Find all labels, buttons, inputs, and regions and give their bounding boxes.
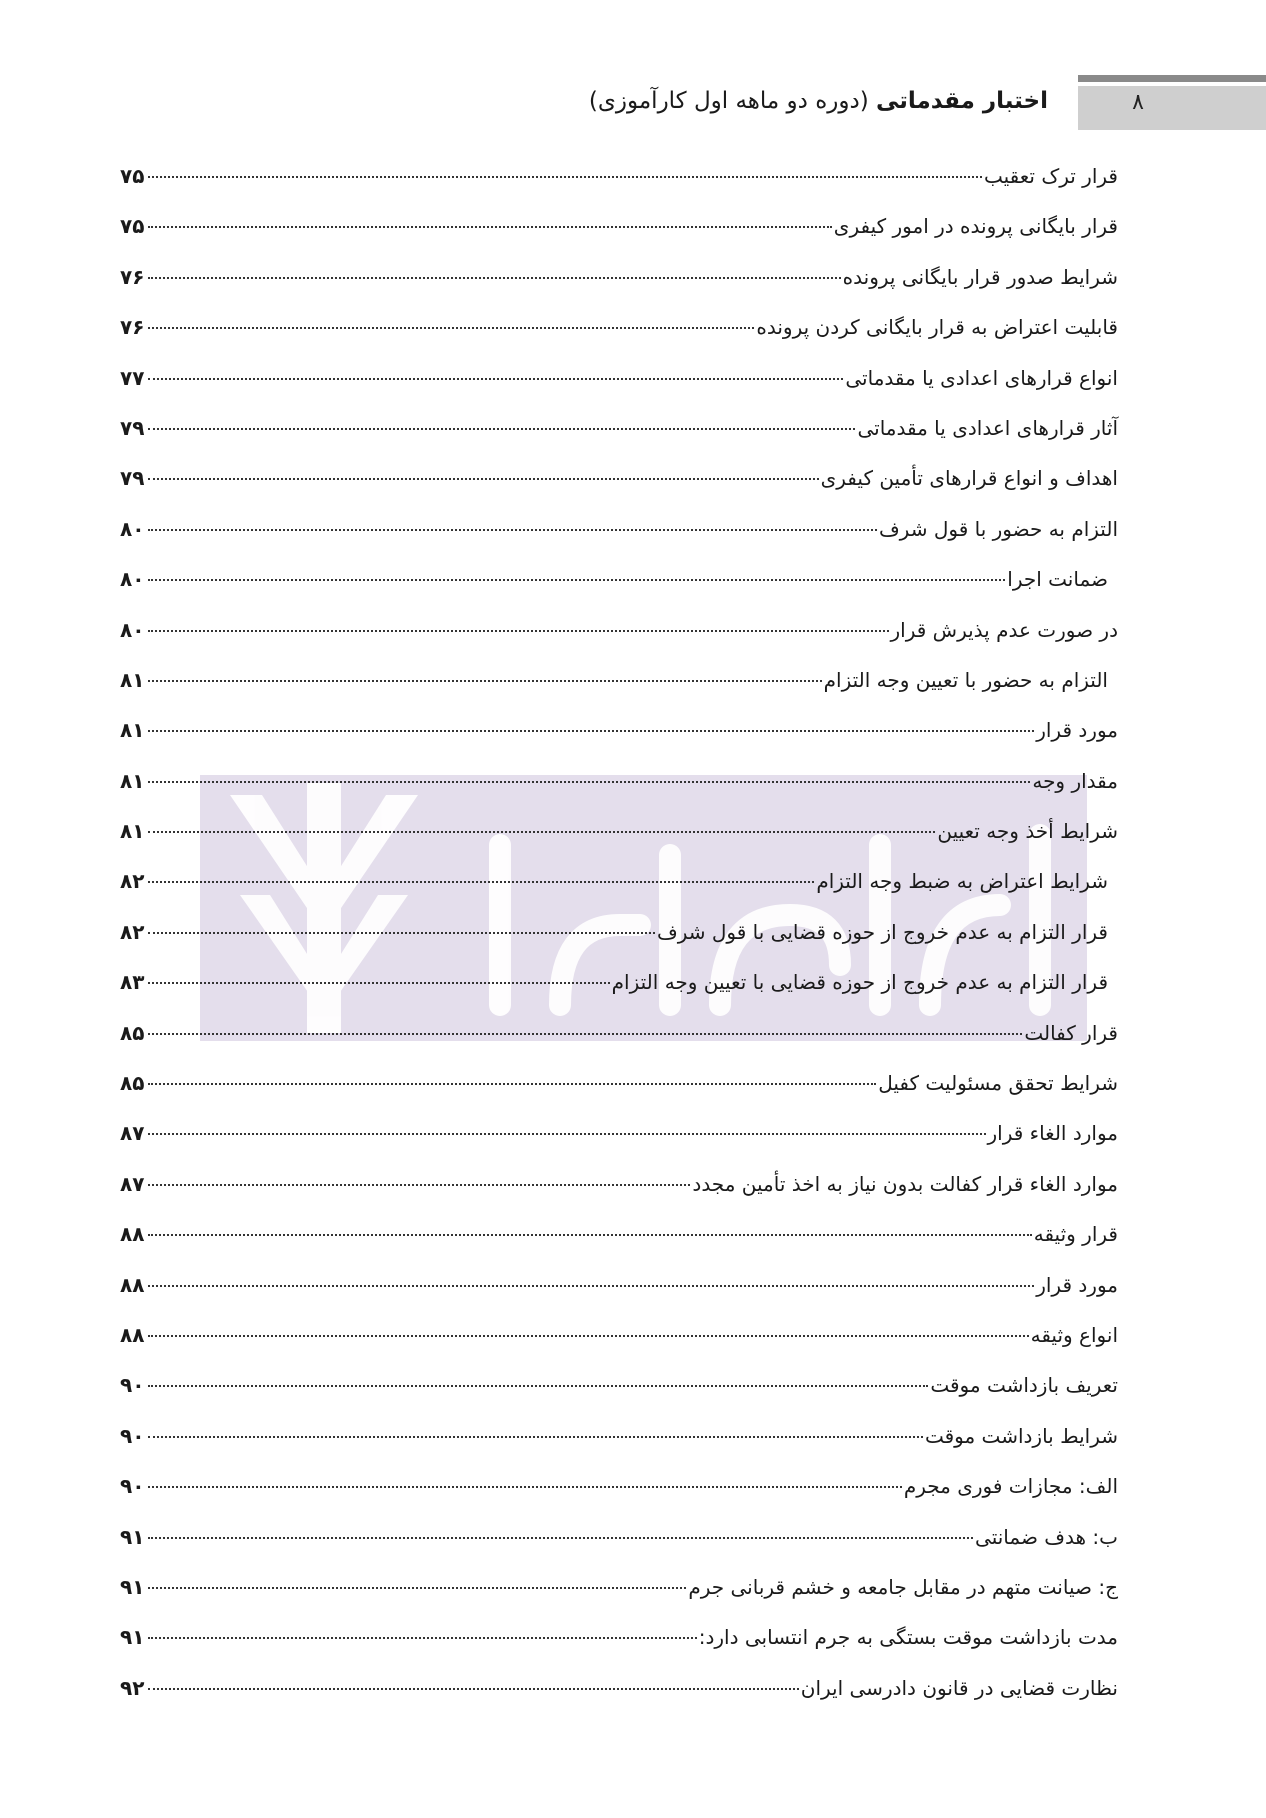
toc-entry — [120, 1367, 1118, 1417]
toc-entry-page: ۹۱ — [120, 1625, 145, 1650]
toc-dot-leader — [148, 1385, 928, 1387]
toc-entry — [120, 360, 1118, 410]
toc-entry — [120, 813, 1118, 863]
toc-entry — [120, 763, 1118, 813]
toc-dot-leader — [148, 176, 982, 178]
header-rule — [1078, 75, 1266, 82]
toc-dot-leader — [148, 1537, 973, 1539]
toc-entry — [120, 612, 1118, 662]
toc-dot-leader — [148, 1436, 923, 1438]
toc-entry — [120, 1267, 1118, 1317]
toc-entry — [120, 1015, 1118, 1065]
toc-entry — [120, 662, 1118, 712]
table-of-contents — [120, 158, 1118, 1720]
toc-dot-leader — [148, 1083, 876, 1085]
toc-entry-page: ۸۸ — [120, 1222, 145, 1247]
toc-entry-page: ۷۹ — [120, 466, 145, 491]
toc-dot-leader — [148, 428, 855, 430]
toc-entry-title: قرار ترک تعقیب — [983, 164, 1118, 188]
toc-entry — [120, 1519, 1118, 1569]
toc-dot-leader — [148, 226, 832, 228]
toc-entry-title: نظارت قضایی در قانون دادرسی ایران — [800, 1675, 1118, 1700]
toc-entry-title: انواع قرارهای اعدادی یا مقدماتی — [845, 365, 1118, 390]
toc-entry — [120, 712, 1118, 762]
toc-entry — [120, 1670, 1118, 1720]
toc-entry-page: ۸۱ — [120, 667, 145, 692]
book-title-sub: (دوره دو ماهه اول کارآموزی) — [588, 88, 869, 114]
toc-entry-page: ۹۰ — [120, 1423, 145, 1448]
toc-entry-title: التزام به حضور با تعیین وجه التزام — [823, 667, 1108, 692]
toc-entry-page: ۸۱ — [120, 768, 145, 793]
toc-entry-page: ۸۸ — [120, 1322, 145, 1347]
toc-entry-title: قرار کفالت — [1024, 1020, 1118, 1045]
toc-entry — [120, 208, 1118, 258]
toc-entry-title: تعریف بازداشت موقت — [930, 1373, 1118, 1398]
toc-dot-leader — [148, 1587, 686, 1589]
toc-entry-page: ۸۰ — [120, 617, 145, 642]
toc-dot-leader — [148, 881, 814, 883]
toc-entry — [120, 561, 1118, 611]
toc-entry — [120, 1216, 1118, 1266]
toc-entry-title: آثار قرارهای اعدادی یا مقدماتی — [857, 415, 1118, 440]
toc-dot-leader — [148, 1637, 697, 1639]
toc-dot-leader — [148, 327, 754, 329]
toc-entry — [120, 309, 1118, 359]
book-title — [589, 88, 1048, 114]
toc-dot-leader — [148, 982, 610, 984]
toc-dot-leader — [148, 831, 935, 833]
toc-entry — [120, 1115, 1118, 1165]
running-header — [0, 86, 1266, 130]
toc-entry-page: ۹۲ — [120, 1675, 145, 1700]
page-number: ۸ — [1132, 90, 1144, 115]
toc-entry-page: ۷۶ — [120, 315, 145, 340]
toc-dot-leader — [148, 529, 877, 531]
toc-dot-leader — [148, 1285, 1034, 1287]
toc-entry — [120, 158, 1118, 208]
toc-entry-title: انواع وثیقه — [1030, 1322, 1118, 1347]
toc-dot-leader — [148, 932, 655, 934]
toc-entry-title: التزام به حضور با قول شرف — [878, 516, 1118, 541]
toc-entry-page: ۸۷ — [120, 1121, 145, 1146]
toc-entry-title: ج: صیانت متهم در مقابل جامعه و خشم قربانی جرم — [688, 1574, 1118, 1599]
toc-dot-leader — [148, 781, 1030, 783]
toc-entry — [120, 1166, 1118, 1216]
toc-entry-title: موارد الغاء قرار — [987, 1121, 1118, 1146]
toc-entry-title: مورد قرار — [1036, 718, 1118, 743]
toc-dot-leader — [148, 1234, 1032, 1236]
toc-dot-leader — [148, 478, 819, 480]
toc-entry-page: ۷۵ — [120, 164, 145, 188]
toc-entry-page: ۸۰ — [120, 516, 145, 541]
toc-entry-title: شرایط صدور قرار بایگانی پرونده — [842, 264, 1118, 289]
toc-entry-page: ۸۲ — [120, 919, 145, 944]
page-number-box — [1078, 86, 1266, 130]
toc-entry-title: ب: هدف ضمانتی — [975, 1524, 1118, 1549]
toc-entry — [120, 410, 1118, 460]
toc-entry-title: شرایط بازداشت موقت — [924, 1423, 1118, 1448]
toc-dot-leader — [148, 1133, 986, 1135]
toc-entry — [120, 1569, 1118, 1619]
toc-entry — [120, 259, 1118, 309]
toc-dot-leader — [148, 378, 843, 380]
toc-entry-page: ۷۵ — [120, 214, 145, 239]
toc-entry-title: قرار بایگانی پرونده در امور کیفری — [833, 214, 1118, 239]
toc-entry-title: در صورت عدم پذیرش قرار — [890, 617, 1118, 642]
toc-entry — [120, 863, 1118, 913]
toc-entry-page: ۹۰ — [120, 1373, 145, 1398]
toc-dot-leader — [148, 1335, 1029, 1337]
toc-entry-page: ۸۵ — [120, 1020, 145, 1045]
toc-entry-page: ۸۰ — [120, 567, 145, 592]
toc-entry-title: شرایط أخذ وجه تعیین — [937, 819, 1118, 844]
toc-entry-title: مورد قرار — [1036, 1272, 1118, 1297]
toc-dot-leader — [148, 630, 889, 632]
toc-dot-leader — [148, 1486, 902, 1488]
toc-entry-page: ۹۱ — [120, 1574, 145, 1599]
toc-entry-title: شرایط تحقق مسئولیت کفیل — [878, 1071, 1118, 1096]
toc-entry-title: قرار التزام به عدم خروج از حوزه قضایی با تعیین وجه التزام — [611, 970, 1108, 995]
toc-entry-page: ۹۱ — [120, 1524, 145, 1549]
toc-entry-title: اهداف و انواع قرارهای تأمین کیفری — [820, 466, 1118, 491]
toc-entry-page: ۷۷ — [120, 365, 145, 390]
toc-dot-leader — [148, 680, 822, 682]
toc-entry-page: ۸۷ — [120, 1171, 145, 1196]
toc-entry — [120, 1619, 1118, 1669]
toc-entry-title: موارد الغاء قرار کفالت بدون نیاز به اخذ تأمین مجدد — [692, 1171, 1118, 1196]
toc-entry-title: الف: مجازات فوری مجرم — [903, 1474, 1118, 1499]
toc-entry — [120, 511, 1118, 561]
toc-entry-title: مقدار وجه — [1032, 768, 1118, 793]
toc-dot-leader — [148, 1184, 690, 1186]
toc-entry-page: ۸۱ — [120, 819, 145, 844]
toc-entry-page: ۸۱ — [120, 718, 145, 743]
toc-entry-page: ۸۲ — [120, 869, 145, 894]
toc-dot-leader — [148, 277, 841, 279]
toc-dot-leader — [148, 1033, 1022, 1035]
toc-dot-leader — [148, 1688, 799, 1690]
toc-entry-title: قرار وثیقه — [1033, 1222, 1118, 1247]
toc-entry-title: قابلیت اعتراض به قرار بایگانی کردن پرونده — [756, 315, 1118, 340]
toc-entry — [120, 1468, 1118, 1518]
toc-dot-leader — [148, 579, 1005, 581]
toc-entry — [120, 1065, 1118, 1115]
book-title-main: اختبار مقدماتی — [876, 88, 1048, 114]
toc-dot-leader — [148, 730, 1034, 732]
toc-entry-page: ۹۰ — [120, 1474, 145, 1499]
toc-entry-page: ۷۶ — [120, 264, 145, 289]
toc-entry-title: ضمانت اجرا — [1007, 567, 1108, 592]
toc-entry-page: ۷۹ — [120, 415, 145, 440]
toc-entry — [120, 914, 1118, 964]
toc-entry-title: قرار التزام به عدم خروج از حوزه قضایی با قول شرف — [656, 919, 1108, 944]
toc-entry-page: ۸۸ — [120, 1272, 145, 1297]
toc-entry — [120, 1418, 1118, 1468]
toc-entry-title: مدت بازداشت موقت بستگی به جرم انتسابی دارد: — [698, 1625, 1118, 1650]
toc-entry — [120, 1317, 1118, 1367]
toc-entry-title: شرایط اعتراض به ضبط وجه التزام — [816, 869, 1108, 894]
toc-entry — [120, 460, 1118, 510]
toc-entry — [120, 964, 1118, 1014]
toc-entry-page: ۸۵ — [120, 1071, 145, 1096]
toc-entry-page: ۸۳ — [120, 970, 145, 995]
